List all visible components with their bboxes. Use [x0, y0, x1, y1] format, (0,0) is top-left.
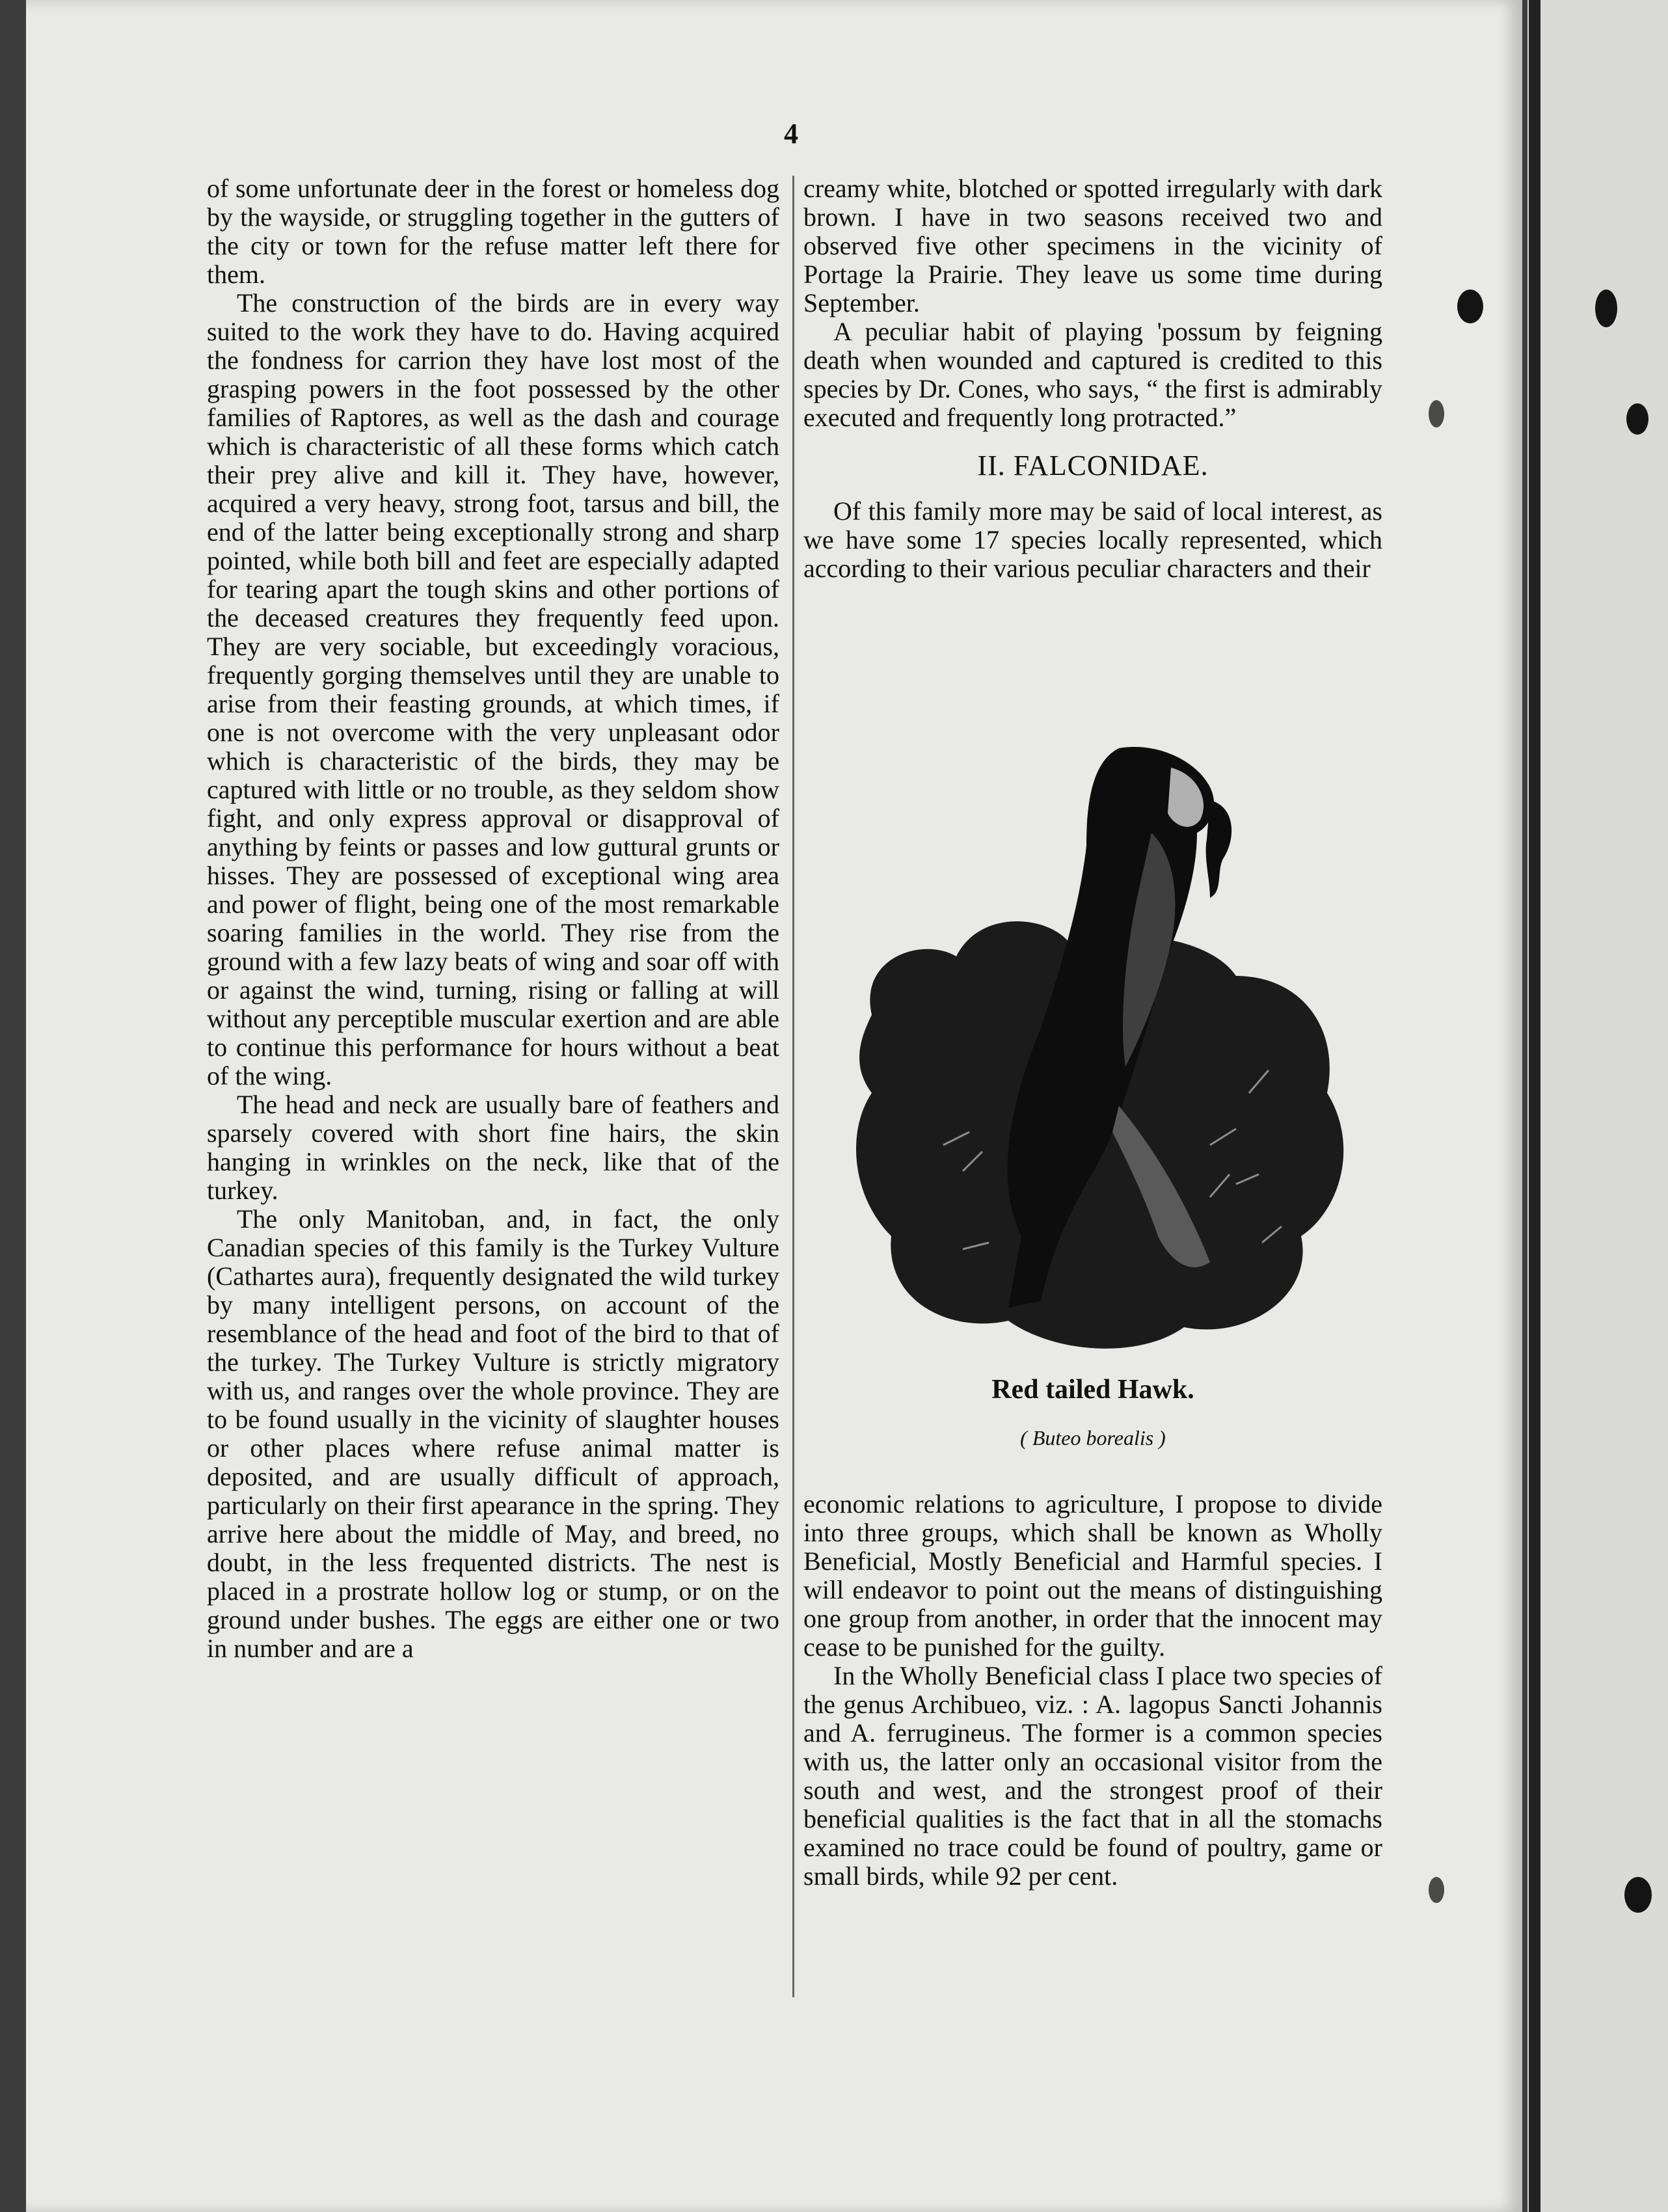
right-column-bottom — [803, 1490, 1382, 1891]
page-number: 4 — [784, 118, 798, 150]
section-heading: II. FALCONIDAE. — [977, 450, 1209, 481]
paragraph: economic relations to agriculture, I propose to divide into three groups, which shall be known as Wholly Beneficial, Mostly Beneficial and Harmful species. I will endeavor to point out the means of distinguishing one group from another, in order that the innocent may cease to be punished for the guilty. — [803, 1489, 1382, 1662]
paragraph: of some unfortunate deer in the forest or homeless dog by the wayside, or struggling together in the gutters of the city or town for the refuse matter left there for them. — [207, 174, 779, 289]
column-rule — [792, 176, 794, 1997]
punch-hole — [1624, 1877, 1652, 1913]
figure-subcaption: ( Buteo borealis ) — [1020, 1426, 1166, 1450]
punch-hole — [1457, 290, 1483, 323]
hawk-illustration — [846, 742, 1360, 1366]
paragraph: creamy white, blotched or spotted irregularly with dark brown. I have in two seasons received two and observed five other specimens in the vicinity of Portage la Prairie. They leave us some time during September. — [803, 174, 1382, 317]
paragraph: The only Manitoban, and, in fact, the only Canadian species of this family is the Turkey Vulture (Cathartes aura), frequently designated the wild turkey by many intelligent persons, on account of the resemblance of the head and foot of the bird to that of the turkey. The Turkey Vulture is strictly migratory with us, and ranges over the whole province. They are to be found usually in the vicinity of slaughter houses or other places where refuse animal matter is deposited, and are usually difficult of approach, particularly on their first apearance in the spring. They arrive here about the middle of May, and breed, no doubt, in the less frequented districts. The nest is placed in a prostrate hollow log or stump, or on the ground under bushes. The eggs are either one or two in number and are a — [207, 1204, 779, 1663]
paragraph: The construction of the birds are in every way suited to the work they have to do. Having acquired the fondness for carrion they have lost most of the grasping powers in the foot possessed by the other families of Raptores, as well as the dash and courage which is characteristic of all these forms which catch their prey alive and kill it. They have, however, acquired a very heavy, strong foot, tarsus and bill, the end of the latter being exceptionally strong and sharp pointed, while both bill and feet are especially adapted for tearing apart the tough skins and other portions of the deceased creatures they frequently feed upon. They are very sociable, but exceedingly voracious, frequently gorging themselves until they are unable to arise from their feasting grounds, at which times, if one is not overcome with the very unpleasant odor which is characteristic of the birds, they may be captured with little or no trouble, as they seldom show fight, and only express approval or disapproval of anything by feints or passes and low guttural grunts or hisses. They are possessed of exceptional wing area and power of flight, being one of the most remarkable soaring families in the world. They rise from the ground with a few lazy beats of wing and soar off with or against the wind, turning, rising or falling at will without any perceptible muscular exertion and are able to continue this performance for hours without a beat of the wing. — [207, 288, 779, 1090]
paragraph: In the Wholly Beneficial class I place two species of the genus Archibueo, viz. : A. lagopus Sancti Johannis and A. ferrugineus. The former is a common species with us, the latter only an occasional visitor from the south and west, and the strongest proof of their beneficial qualities is the fact that in all the stomachs examined no trace could be found of poultry, game or small birds, while 92 per cent. — [803, 1661, 1382, 1891]
adjacent-page-edge — [1527, 0, 1668, 2212]
punch-hole — [1626, 403, 1648, 435]
right-column-top — [803, 174, 1382, 583]
punch-hole — [1595, 290, 1617, 327]
figure-caption: Red tailed Hawk. — [991, 1375, 1194, 1405]
paragraph: Of this family more may be said of local interest, as we have some 17 species locally represented, which according to their various peculiar characters and their — [803, 496, 1382, 583]
paragraph: The head and neck are usually bare of feathers and sparsely covered with short fine hairs, the skin hanging in wrinkles on the neck, like that of the turkey. — [207, 1090, 779, 1205]
punch-hole — [1429, 400, 1444, 427]
prey-in-beak — [1206, 800, 1232, 898]
paragraph: A peculiar habit of playing 'possum by feigning death when wounded and captured is credited to this species by Dr. Cones, who says, “ the first is admirably executed and frequently long protracted.” — [803, 317, 1382, 432]
punch-hole — [1429, 1877, 1444, 1903]
binding-shadow — [1529, 0, 1540, 2212]
left-column — [207, 174, 779, 1663]
